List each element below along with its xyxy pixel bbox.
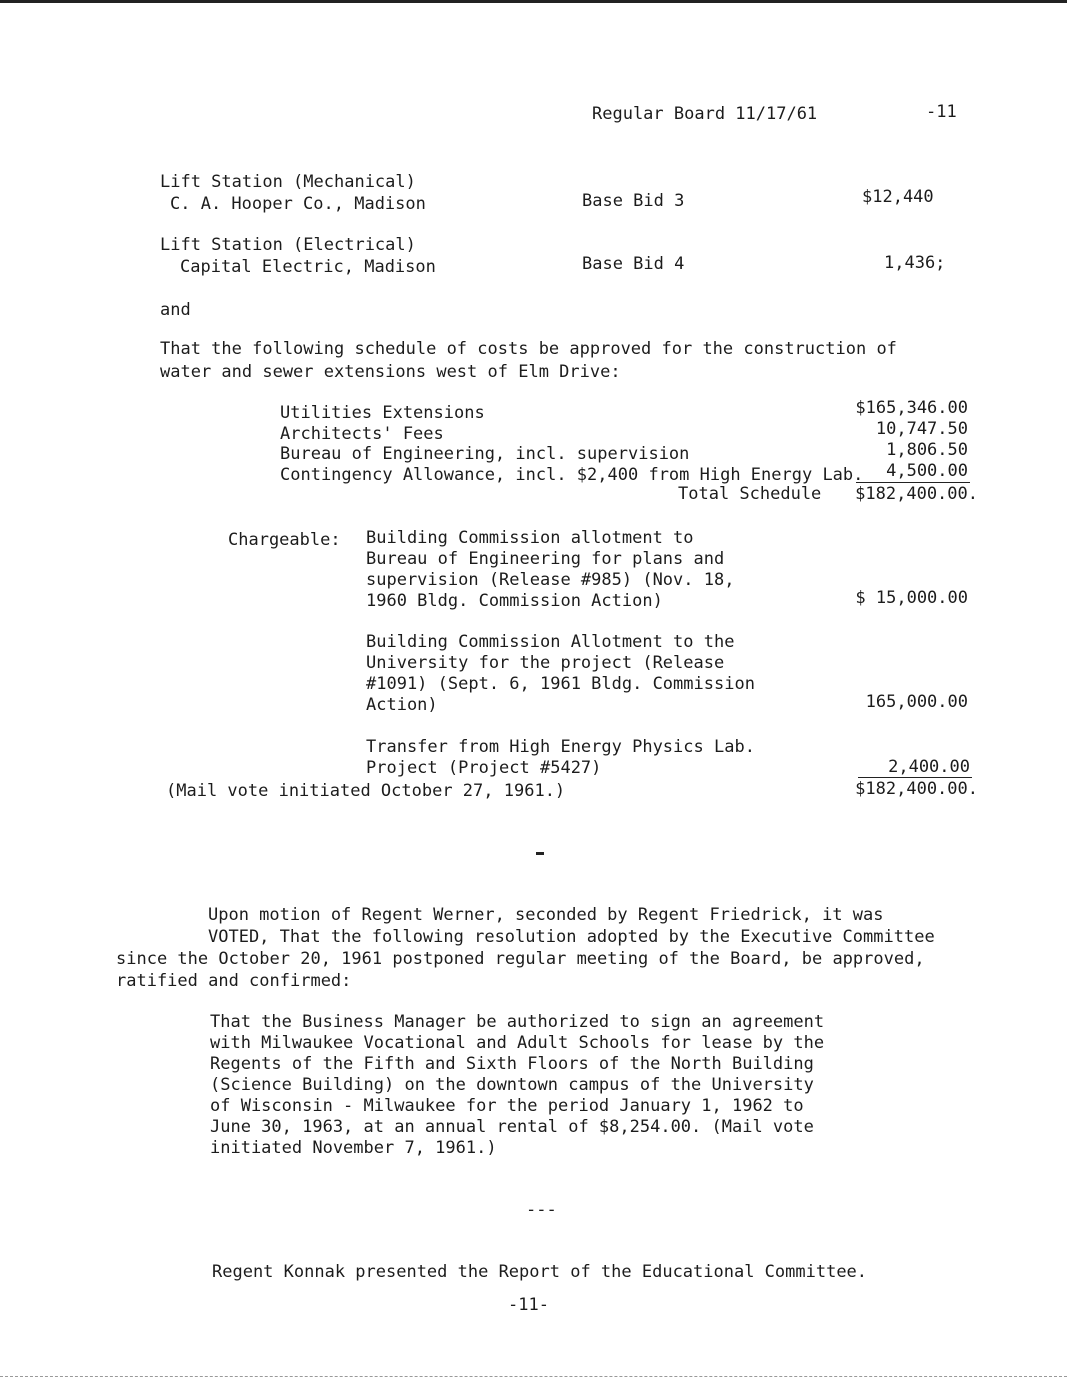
schedule-item-amount: $165,346.00	[855, 398, 968, 418]
bid-2-contractor: Capital Electric, Madison	[180, 257, 436, 277]
chargeable-item-line: Action)	[366, 695, 438, 715]
chargeable-item-line: Bureau of Engineering for plans and	[366, 549, 725, 569]
resolution-line: (Science Building) on the downtown campus of the University	[210, 1075, 814, 1095]
section-divider	[536, 852, 544, 855]
schedule-item-label: Bureau of Engineering, incl. supervision	[280, 444, 690, 464]
schedule-item-amount: 10,747.50	[875, 419, 968, 439]
resolution-line: of Wisconsin - Milwaukee for the period January 1, 1962 to	[210, 1096, 804, 1116]
top-border	[0, 0, 1067, 3]
mail-vote-note: (Mail vote initiated October 27, 1961.)	[166, 781, 566, 801]
chargeable-label: Chargeable:	[228, 530, 341, 550]
closing-statement: Regent Konnak presented the Report of the Educational Committee.	[212, 1262, 868, 1282]
chargeable-total-amount: $182,400.00.	[855, 779, 978, 799]
schedule-item-label: Utilities Extensions	[280, 403, 485, 423]
resolution-line: Regents of the Fifth and Sixth Floors of the North Building	[210, 1054, 814, 1074]
schedule-total-amount: $182,400.00.	[855, 484, 978, 504]
chargeable-item-line: 1960 Bldg. Commission Action)	[366, 591, 663, 611]
bid-1-base-bid: Base Bid 3	[582, 191, 685, 211]
bid-2-base-bid: Base Bid 4	[582, 254, 685, 274]
chargeable-item-line: supervision (Release #985) (Nov. 18,	[366, 570, 735, 590]
chargeable-item	[366, 528, 734, 612]
schedule-item-amount: 4,500.00	[886, 461, 968, 481]
chargeable-item	[366, 737, 755, 779]
chargeable-item-line: Building Commission Allotment to the	[366, 632, 735, 652]
resolution-line: initiated November 7, 1961.)	[210, 1138, 497, 1158]
bid-1-contractor: C. A. Hooper Co., Madison	[170, 194, 426, 214]
schedule-intro-line-1: That the following schedule of costs be approved for the construction of	[160, 339, 897, 359]
schedule-item-label: Contingency Allowance, incl. $2,400 from High Energy Lab.	[280, 465, 864, 485]
schedule-intro-line-2: water and sewer extensions west of Elm Drive:	[160, 362, 621, 382]
motion-line: VOTED, That the following resolution adopted by the Executive Committee	[208, 927, 935, 947]
schedule-item-amount: 1,806.50	[886, 440, 968, 460]
header-title: Regular Board 11/17/61	[592, 104, 818, 124]
resolution-line: That the Business Manager be authorized to sign an agreement	[210, 1012, 825, 1032]
chargeable-item-amount: 2,400.00	[888, 757, 970, 777]
chargeable-item-line: #1091) (Sept. 6, 1961 Bldg. Commission	[366, 674, 755, 694]
bid-2-title: Lift Station (Electrical)	[160, 235, 416, 255]
separator: ---	[526, 1200, 557, 1220]
bid-1-amount: $12,440	[862, 187, 934, 207]
header-page-ref: -11	[926, 102, 957, 122]
resolution-line: June 30, 1963, at an annual rental of $8,254.00. (Mail vote	[210, 1117, 814, 1137]
schedule-item-label: Architects' Fees	[280, 424, 444, 444]
chargeable-total-rule	[858, 777, 972, 778]
footer-page-number: -11-	[508, 1295, 549, 1315]
motion-line: since the October 20, 1961 postponed regular meeting of the Board, be approved,	[116, 949, 925, 969]
motion-line: ratified and confirmed:	[116, 971, 352, 991]
bid-1-title: Lift Station (Mechanical)	[160, 172, 416, 192]
chargeable-item-line: University for the project (Release	[366, 653, 725, 673]
chargeable-item-line: Project (Project #5427)	[366, 758, 602, 778]
resolution-line: with Milwaukee Vocational and Adult Schools for lease by the	[210, 1033, 825, 1053]
chargeable-item-line: Building Commission allotment to	[366, 528, 694, 548]
and-text: and	[160, 300, 191, 320]
chargeable-item-amount: 165,000.00	[865, 692, 968, 712]
schedule-total-rule	[856, 482, 970, 483]
bottom-edge	[0, 1376, 1067, 1378]
chargeable-item-amount: $ 15,000.00	[855, 588, 968, 608]
resolution-text	[210, 1012, 824, 1159]
chargeable-item-line: Transfer from High Energy Physics Lab.	[366, 737, 755, 757]
bid-2-amount: 1,436;	[884, 253, 946, 273]
chargeable-item	[366, 632, 755, 716]
schedule-total-label: Total Schedule	[678, 484, 822, 504]
motion-line: Upon motion of Regent Werner, seconded by Regent Friedrick, it was	[208, 905, 884, 925]
